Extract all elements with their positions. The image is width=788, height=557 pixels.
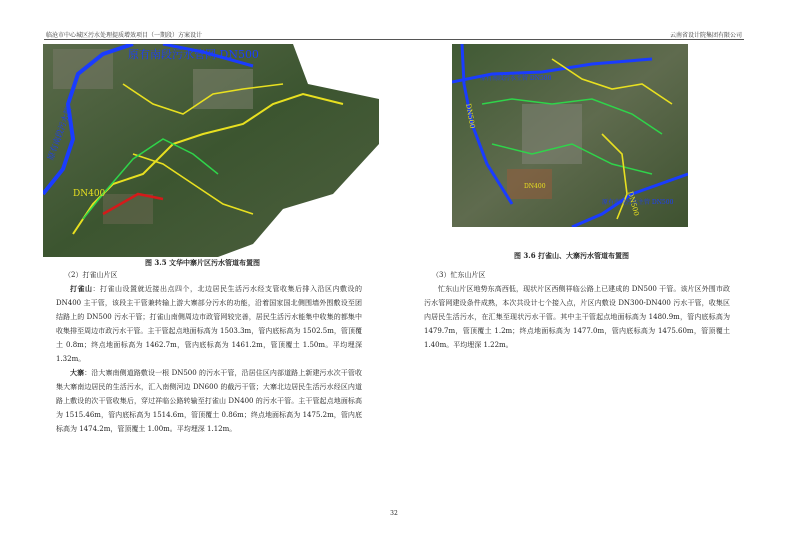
- header-left: 临沧市中心城区污水处理提质增效项目（一期段）方案设计: [46, 32, 203, 39]
- map-label-bottom-pipe: 原有南段污水主管 DN500: [602, 199, 674, 206]
- page-number: 32: [390, 510, 398, 517]
- map-label-dn400: DN400: [73, 189, 106, 199]
- map-label-dn500-a: DN500: [464, 102, 477, 130]
- label-dazhai: 大寨: [70, 368, 85, 377]
- map-label-dn400: DN400: [524, 183, 546, 190]
- figure-3-6-caption: 图 3.6 打雀山、大寨污水管道布置图: [514, 251, 630, 260]
- paragraph-dazhai: 大寨：沿大寨南侧道路敷设一根 DN500 的污水干管，沿居住区内部道路上新建污水次干管收集大寨南边居民的生活污水，汇入南侧河边 DN600 的截污干管；大寨北边居民生活污水经区内道路上敷设的次干管收集后，穿过祥临公路转输至打雀山 DN400 的污水干管。主干管起点地面标高为 1515.46m，管内底标高为 1514.6m，管顶覆土 0.86m；终点地面标高为 1475.2m，管内底标高为 1474.2m，管顶覆土 1.00m。平均埋深 1.12m。: [56, 368, 362, 433]
- section-heading-daqueshan: （2）打雀山片区: [64, 271, 118, 279]
- header-right: 云南省设计院集团有限公司: [669, 32, 742, 39]
- map-label-existing: 原有南段污水管: [46, 105, 74, 162]
- label-daqueshan: 打雀山: [70, 284, 93, 293]
- map-label-top-pipe: 原有南段污水主管 DN500: [480, 75, 552, 82]
- header-divider: [44, 39, 744, 40]
- section-heading-mangdongshan: （3）忙东山片区: [432, 271, 486, 279]
- left-column: [56, 268, 362, 436]
- figure-3-6-map: [452, 44, 688, 227]
- paragraph-mangdongshan: 忙东山片区地势东高西低，现状片区西侧祥临公路上已建成的 DN500 干管。该片区外围市政污水管网建设条件成熟，本次共设计七个接入点，片区内敷设 DN300-DN400 污水干管，收集区内居民生活污水，在汇集至现状污水干管。其中主干管起点地面标高为 1480.9m，管内底标高为 1479.7m，管顶覆土 1.2m；终点地面标高为 1477.0m，管内底标高为 1475.60m，管顶覆土 1.40m。平均埋深 1.22m。: [424, 285, 730, 349]
- figure-3-5-caption: 图 3.5 文华中寨片区污水管道布置图: [145, 258, 261, 267]
- right-column: [424, 268, 730, 352]
- figure-3-5-map: [43, 44, 379, 257]
- map-label-main-pipe: 原有南段污水管网 DN500: [128, 48, 259, 61]
- map-label-dn500-b: DN500: [626, 190, 641, 217]
- paragraph-daqueshan: 打雀山：打雀山设置就近接出点四个，北边居民生活污水经支管收集后排入沿区内敷设的 DN400 主干管，该段主干管兼转输上游大寨部分污水的功能，沿着国家国北侧围墙外围敷设至团结路上的 DN500 污水干管；打雀山南侧周边市政管网较完善，居民生活污水能集中收集的都集中收集排至周边市政污水干管。主干管起点地面标高为 1503.3m，管内底标高为 1502.5m，管顶覆土 0.8m；终点地面标高为 1462.7m，管内底标高为 1461.2m，管顶覆土 1.50m。平均埋深 1.32m。: [56, 284, 362, 363]
